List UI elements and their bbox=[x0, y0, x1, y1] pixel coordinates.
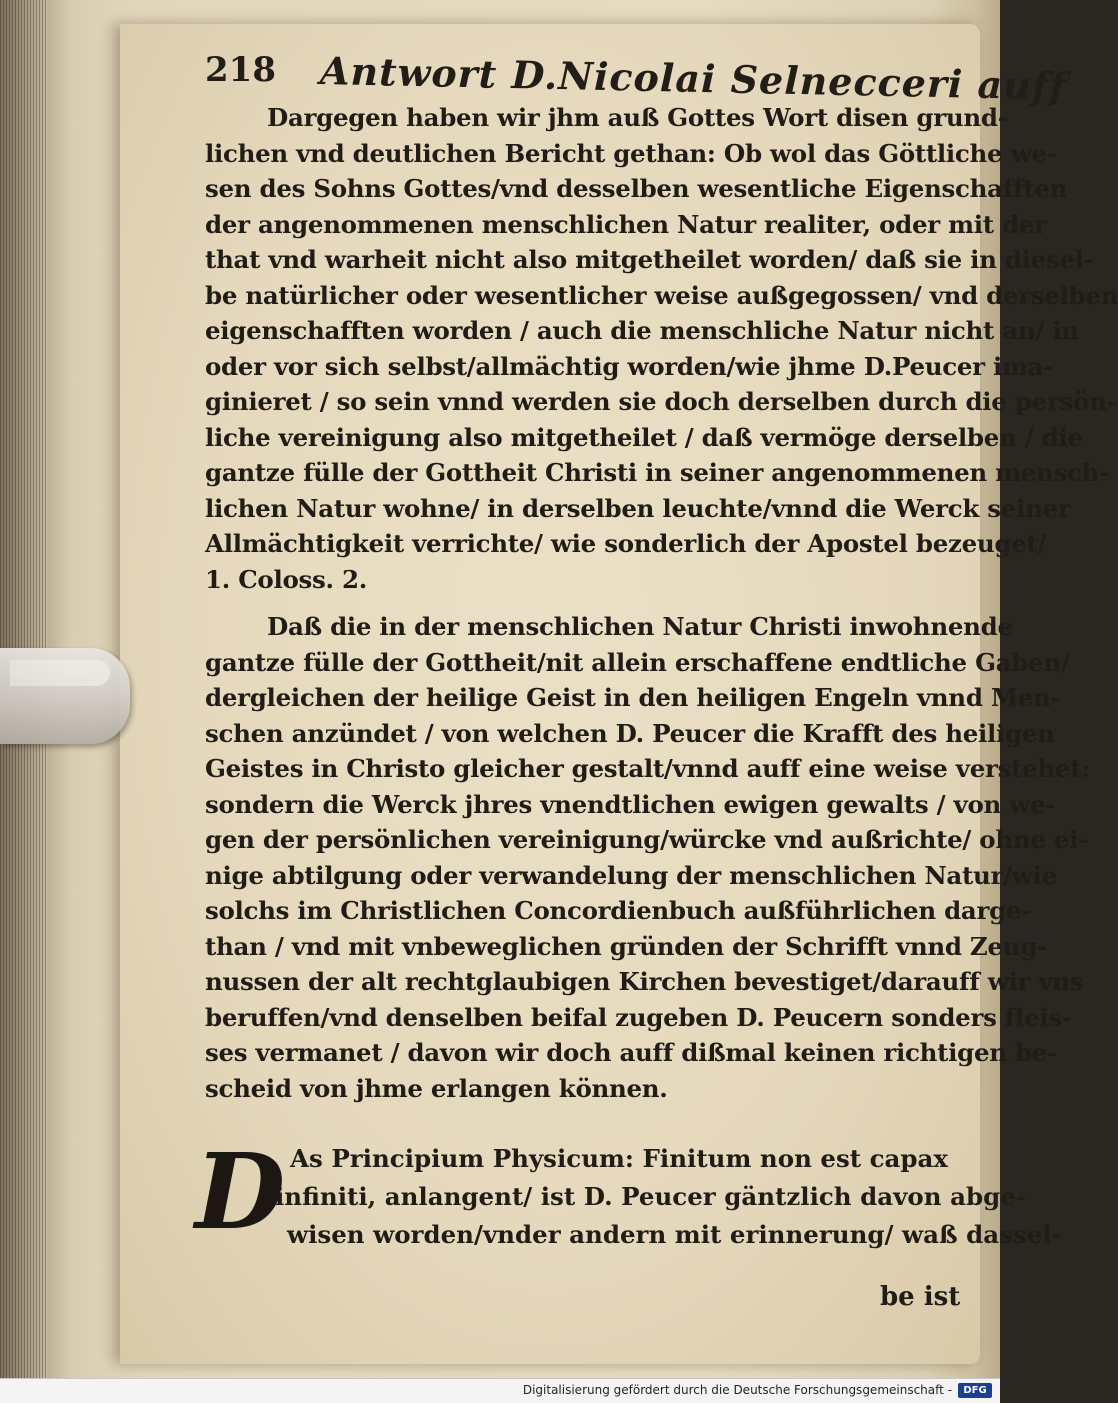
text-line: sondern die Werck jhres vnendtlichen ewigen gewalts / von we- bbox=[205, 789, 1056, 819]
text-line: Allmächtigkeit verrichte/ wie sonderlich der Apostel bezeuget/ bbox=[205, 529, 1047, 558]
text-line: sen des Sohns Gottes/vnd desselben wesentliche Eigenschafften bbox=[205, 174, 1068, 203]
text-line: be natürlicher oder wesentlicher weise außgegossen/ vnd derselben bbox=[205, 280, 1118, 310]
text-line: gen der persönlichen vereinigung/würcke vnd außrichte/ ohne ei- bbox=[205, 825, 1089, 854]
text-line: ginieret / so sein vnnd werden sie doch derselben durch die persön- bbox=[205, 387, 1117, 416]
text-line: 1. Coloss. 2. bbox=[205, 564, 367, 594]
text-line: nussen der alt rechtglaubigen Kirchen bevestiget/darauff wir vns bbox=[205, 967, 1084, 996]
text-line: solchs im Christlichen Concordienbuch außführlichen darge- bbox=[205, 896, 1032, 925]
text-line: gantze fülle der Gottheit/nit allein erschaffene endtliche Gaben/ bbox=[205, 647, 1070, 677]
text-line: ses vermanet / davon wir doch auff dißmal keinen richtigen be- bbox=[205, 1038, 1057, 1067]
text-line: lichen Natur wohne/ in derselben leuchte/vnnd die Werck seiner bbox=[205, 493, 1071, 523]
main-text bbox=[205, 100, 1118, 1106]
footer-bar bbox=[0, 1378, 1000, 1403]
text-line: As Principium Physicum: Finitum non est capax bbox=[290, 1144, 949, 1173]
dfg-logo-icon: DFG bbox=[958, 1383, 992, 1398]
paragraph-1 bbox=[205, 100, 1118, 597]
text-line: schen anzündet / von welchen D. Peucer die Krafft des heiligen bbox=[205, 718, 1055, 748]
catchword: be ist bbox=[880, 1282, 961, 1312]
text-line: dergleichen der heilige Geist in den heiligen Engeln vnnd Men- bbox=[205, 683, 1061, 712]
paragraph-gap bbox=[205, 597, 965, 609]
text-line: eigenschafften worden / auch die menschliche Natur nicht an/ in bbox=[205, 316, 1079, 345]
running-head: Antwort D.Nicolai Selnecceri auff bbox=[319, 48, 1067, 109]
text-line: Dargegen haben wir jhm auß Gottes Wort disen grund- bbox=[267, 103, 1008, 132]
text-line: lichen vnd deutlichen Bericht gethan: Ob wol das Göttliche we- bbox=[205, 138, 1057, 168]
paragraph-3 bbox=[195, 1130, 1062, 1254]
text-line: wisen worden/vnder andern mit erinnerung/ waß dassel- bbox=[287, 1220, 1062, 1249]
text-line: beruffen/vnd denselben beifal zugeben D. Peucern sonders fleis- bbox=[205, 1002, 1072, 1032]
text-line: Geistes in Christo gleicher gestalt/vnnd auff eine weise verstehet: bbox=[205, 754, 1090, 783]
page-clip bbox=[0, 648, 130, 744]
paragraph-2 bbox=[205, 609, 1090, 1106]
page-number: 218 bbox=[205, 50, 276, 90]
text-line: liche vereinigung also mitgetheilet / daß vermöge derselben / die bbox=[205, 422, 1083, 452]
text-line: nige abtilgung oder verwandelung der menschlichen Natur/wie bbox=[205, 860, 1057, 890]
text-line: than / vnd mit vnbeweglichen gründen der Schrifft vnnd Zeug- bbox=[205, 931, 1048, 961]
text-line: that vnd warheit nicht also mitgetheilet worden/ daß sie in diesel- bbox=[205, 245, 1094, 274]
text-line: der angenommenen menschlichen Natur realiter, oder mit der bbox=[205, 209, 1047, 239]
decorated-initial: D bbox=[195, 1130, 286, 1253]
text-line: gantze fülle der Gottheit Christi in seiner angenommenen mensch- bbox=[205, 458, 1110, 487]
text-line: infiniti, anlangent/ ist D. Peucer gäntzlich davon abge- bbox=[275, 1182, 1026, 1211]
text-line: Daß die in der menschlichen Natur Christi inwohnende bbox=[267, 612, 1013, 641]
funding-credit: Digitalisierung gefördert durch die Deutsche Forschungsgemeinschaft - bbox=[522, 1383, 952, 1397]
text-line: scheid von jhme erlangen können. bbox=[205, 1073, 668, 1103]
text-line: oder vor sich selbst/allmächtig worden/wie jhme D.Peucer ima- bbox=[205, 351, 1054, 381]
page-header bbox=[205, 48, 1067, 109]
